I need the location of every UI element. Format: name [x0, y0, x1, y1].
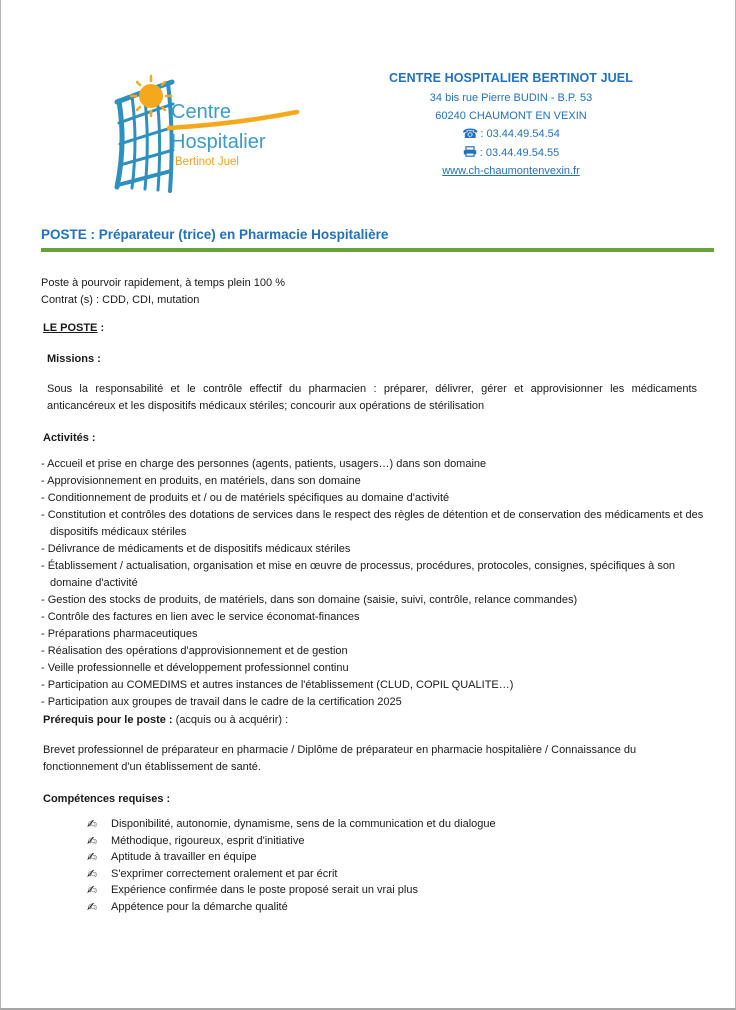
phone-number: : 03.44.49.54.54 — [480, 128, 560, 140]
title-underline-rule — [41, 248, 714, 252]
activites-heading: Activités : — [43, 432, 96, 444]
hand-bullet-icon: ✍ — [87, 883, 98, 898]
hand-bullet-icon: ✍ — [87, 866, 98, 881]
prerequis-text: Brevet professionnel de préparateur en pharmacie / Diplôme de préparateur en pharmacie hospitalière / Connaissance du fonctionnement d'un établissement de santé. — [43, 744, 637, 773]
activity-item: - Préparations pharmaceutiques — [41, 628, 198, 640]
intro-line-contract: Contrat (s) : CDD, CDI, mutation — [41, 294, 200, 306]
competences-list — [87, 816, 687, 916]
fax-icon — [463, 146, 477, 157]
activities-list — [41, 456, 709, 711]
competence-item — [87, 899, 687, 916]
competence-text: Méthodique, rigoureux, esprit d'initiative — [111, 834, 305, 847]
fax-line — [381, 144, 641, 162]
activity-item: - Gestion des stocks de produits, de matériels, dans son domaine (saisie, suivi, contrôle, relance commandes) — [41, 594, 578, 606]
prerequis-heading — [43, 712, 703, 729]
address-line-2: 60240 CHAUMONT EN VEXIN — [435, 110, 587, 122]
activity-item: - Constitution et contrôles des dotations de services dans le respect des règles de détention et de conservation des médicaments et des dispositifs médicaux stériles — [41, 509, 704, 538]
competence-text: Appétence pour la démarche qualité — [111, 900, 288, 913]
activity-item: - Délivrance de médicaments et de dispositifs médicaux stériles — [41, 543, 351, 555]
activity-item: - Participation au COMEDIMS et autres instances de l'établissement (CLUD, COPIL QUALITE…) — [41, 679, 514, 691]
website-link[interactable]: www.ch-chaumontenvexin.fr — [442, 165, 580, 177]
competence-item — [87, 833, 687, 850]
logo-text-centre: Centre — [171, 101, 232, 123]
activity-item: - Conditionnement de produits et / ou de matériels spécifiques au domaine d'activité — [41, 492, 450, 504]
competence-item — [87, 866, 687, 883]
address-line-1: 34 bis rue Pierre BUDIN - B.P. 53 — [429, 92, 593, 104]
activity-item: - Veille professionnelle et développement professionnel continu — [41, 662, 349, 674]
competence-text: Aptitude à travailler en équipe — [111, 851, 257, 864]
page-title: POSTE : Préparateur (trice) en Pharmacie Hospitalière — [41, 227, 389, 242]
intro-line-availability: Poste à pourvoir rapidement, à temps plein 100 % — [41, 277, 285, 289]
hand-bullet-icon: ✍ — [87, 833, 98, 848]
activity-item: - Approvisionnement en produits, en matériels, dans son domaine — [41, 475, 361, 487]
hospital-logo — [111, 68, 306, 198]
hand-bullet-icon: ✍ — [87, 899, 98, 914]
le-poste-colon: : — [97, 322, 105, 334]
activity-item: - Établissement / actualisation, organisation et mise en œuvre de processus, procédures, protocoles, consignes, spécifiques à son domaine d'activité — [41, 560, 676, 589]
competence-item — [87, 849, 687, 866]
header-contact-block — [381, 70, 641, 180]
hand-bullet-icon: ✍ — [87, 850, 98, 865]
competence-text: Disponibilité, autonomie, dynamisme, sens de la communication et du dialogue — [111, 818, 496, 830]
missions-text: Sous la responsabilité et le contrôle effectif du pharmacien : préparer, délivrer, gérer et approvisionner les médicaments anticancéreux et les dispositifs médicaux stériles; concourir aux opérations de stérilisation — [47, 383, 697, 412]
hand-bullet-icon: ✍ — [87, 817, 98, 831]
intro-block — [41, 275, 701, 309]
sun-icon — [131, 76, 171, 116]
competence-item — [87, 882, 687, 899]
section-heading-le-poste — [43, 320, 104, 337]
phone-icon: ☎ — [462, 127, 479, 142]
competences-heading: Compétences requises : — [43, 793, 171, 805]
le-poste-label: LE POSTE — [43, 322, 98, 334]
prerequis-note: (acquis ou à acquérir) : — [172, 714, 289, 726]
competence-text: S'exprimer correctement oralement et par écrit — [111, 867, 338, 880]
activity-item: - Contrôle des factures en lien avec le service économat-finances — [41, 611, 360, 623]
prerequis-label: Prérequis pour le poste : — [43, 714, 173, 726]
phone-line — [381, 125, 641, 144]
logo-text-hospitalier: Hospitalier — [171, 131, 266, 153]
competence-text: Expérience confirmée dans le poste proposé serait un vrai plus — [111, 884, 418, 897]
missions-heading: Missions : — [47, 353, 101, 365]
activity-item: - Participation aux groupes de travail dans le cadre de la certification 2025 — [41, 696, 402, 708]
hospital-logo-graphic — [111, 68, 306, 198]
competence-item — [87, 816, 687, 833]
org-name: CENTRE HOSPITALIER BERTINOT JUEL — [389, 71, 633, 85]
fax-number: : 03.44.49.54.55 — [479, 147, 560, 159]
activity-item: - Accueil et prise en charge des personnes (agents, patients, usagers…) dans son domaine — [41, 458, 487, 470]
activity-item: - Réalisation des opérations d'approvisionnement et de gestion — [41, 645, 348, 657]
logo-text-bertinot-juel: Bertinot Juel — [175, 156, 239, 168]
